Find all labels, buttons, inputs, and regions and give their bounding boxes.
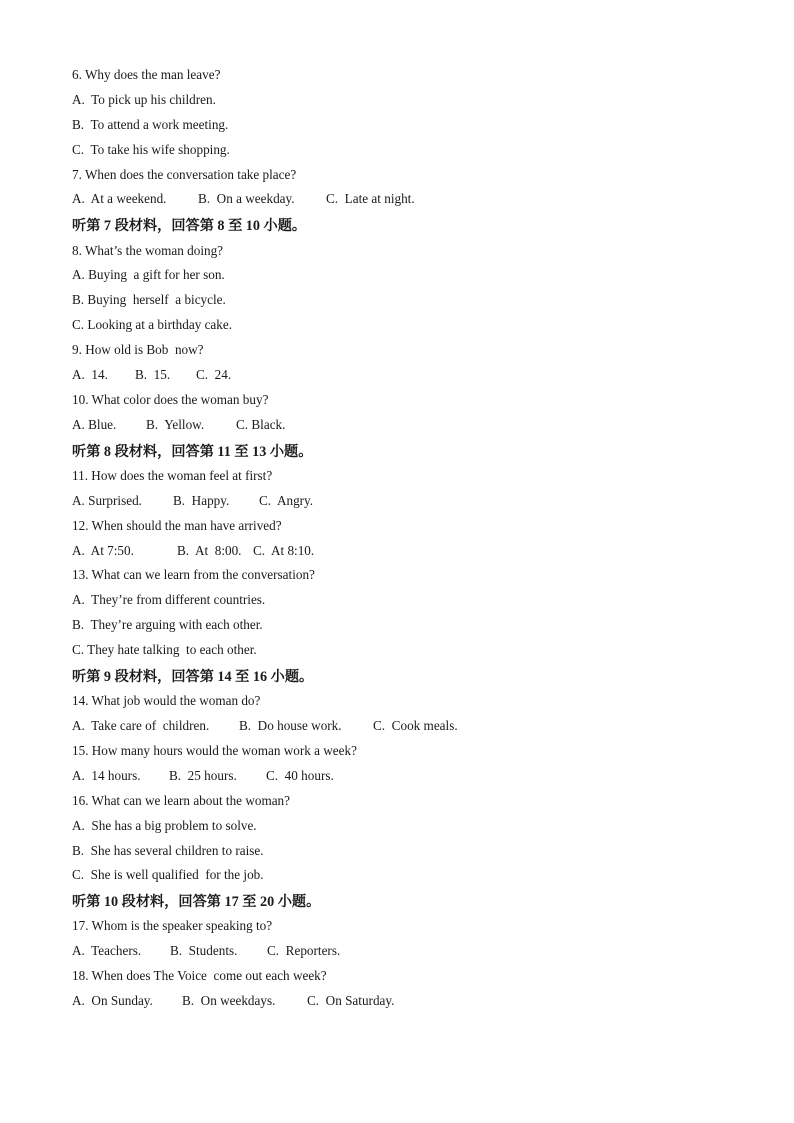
answer-options-row xyxy=(72,989,732,1014)
answer-option: A. 14. xyxy=(72,366,108,382)
section-heading: 听第 9 段材料，回答第 14 至 16 小题。 xyxy=(72,668,314,685)
question-text: 14. What job would the woman do? xyxy=(72,693,261,709)
answer-option: C. Looking at a birthday cake. xyxy=(72,317,233,333)
question-text: 15. How many hours would the woman work a week? xyxy=(72,742,357,758)
question-text: 9. How old is Bob now? xyxy=(72,342,204,358)
section-heading: 听第 8 段材料，回答第 11 至 13 小题。 xyxy=(72,443,313,460)
answer-options-row xyxy=(72,187,732,212)
section-heading: 听第 10 段材料，回答第 17 至 20 小题。 xyxy=(72,894,321,911)
question-text: 8. What’s the woman doing? xyxy=(72,242,224,258)
answer-option: B. She has several children to raise. xyxy=(72,842,264,858)
question-text: 10. What color does the woman buy? xyxy=(72,391,269,407)
answer-option: C. Late at night. xyxy=(326,191,415,207)
answer-option: C. To take his wife shopping. xyxy=(72,141,230,157)
answer-option: B. Students. xyxy=(170,943,238,959)
answer-option: C. On Saturday. xyxy=(307,993,395,1009)
answer-options-row xyxy=(72,413,732,438)
answer-option: B. On weekdays. xyxy=(182,993,276,1009)
answer-option: C. They hate talking to each other. xyxy=(72,642,257,658)
answer-option: A. She has a big problem to solve. xyxy=(72,817,257,833)
question-text: 6. Why does the man leave? xyxy=(72,67,221,82)
answer-option: A. Teachers. xyxy=(72,943,142,959)
answer-option: A. 14 hours. xyxy=(72,767,141,783)
answer-option: B. 15. xyxy=(135,366,171,382)
answer-options-row xyxy=(72,363,732,388)
answer-option: C. 40 hours. xyxy=(266,767,334,783)
answer-option: B. Buying herself a bicycle. xyxy=(72,292,226,308)
section-heading: 听第 7 段材料，回答第 8 至 10 小题。 xyxy=(72,218,307,235)
answer-option: A. Buying a gift for her son. xyxy=(72,267,225,283)
question-text: 16. What can we learn about the woman? xyxy=(72,792,290,808)
answer-options-row xyxy=(72,939,732,964)
answer-option: C. Angry. xyxy=(259,492,314,508)
answer-option: A. Surprised. xyxy=(72,492,142,508)
document-page xyxy=(72,63,732,1014)
answer-option: C. 24. xyxy=(196,366,232,382)
answer-option: B. 25 hours. xyxy=(169,767,237,783)
answer-option: B. Happy. xyxy=(173,492,230,508)
answer-option: C. She is well qualified for the job. xyxy=(72,867,264,883)
answer-options-row xyxy=(72,764,732,789)
question-text: 11. How does the woman feel at first? xyxy=(72,467,273,483)
answer-option: C. Cook meals. xyxy=(373,718,458,734)
answer-option: A. Take care of children. xyxy=(72,718,210,734)
answer-option: B. Do house work. xyxy=(239,718,342,734)
answer-option: A. At 7:50. xyxy=(72,542,134,558)
answer-options-row xyxy=(72,539,732,564)
answer-option: A. On Sunday. xyxy=(72,993,153,1009)
answer-option: A. To pick up his children. xyxy=(72,91,216,107)
answer-option: A. At a weekend. xyxy=(72,191,167,207)
question-text: 13. What can we learn from the conversation? xyxy=(72,567,315,583)
answer-option: A. Blue. xyxy=(72,416,117,432)
answer-options-row xyxy=(72,714,732,739)
answer-option: A. They’re from different countries. xyxy=(72,592,266,608)
question-text: 12. When should the man have arrived? xyxy=(72,517,282,533)
answer-option: C. Black. xyxy=(236,416,286,432)
question-text: 17. Whom is the speaker speaking to? xyxy=(72,918,273,934)
answer-option: C. Reporters. xyxy=(267,943,341,959)
question-text: 7. When does the conversation take place? xyxy=(72,166,297,182)
answer-option: B. At 8:00. xyxy=(177,542,242,558)
answer-option: B. They’re arguing with each other. xyxy=(72,617,263,633)
question-text: 18. When does The Voice come out each week? xyxy=(72,968,327,984)
answer-option: C. At 8:10. xyxy=(253,542,315,558)
answer-option: B. On a weekday. xyxy=(198,191,295,207)
answer-option: B. Yellow. xyxy=(146,416,205,432)
answer-options-row xyxy=(72,489,732,514)
answer-option: B. To attend a work meeting. xyxy=(72,116,229,132)
